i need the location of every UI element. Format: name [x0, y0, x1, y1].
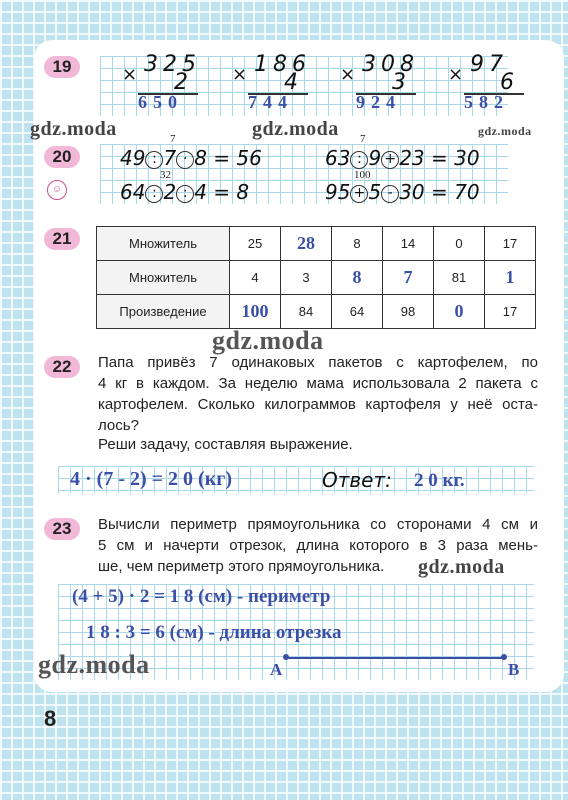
watermark: gdz.moda [212, 326, 324, 355]
smiley-icon: ☺ [47, 180, 67, 200]
segment-point-a [283, 654, 289, 660]
equation-3-note: 32 [160, 169, 171, 181]
table-cell: 1 [485, 261, 536, 295]
multiplication-table [96, 226, 536, 329]
point-a-label: A [270, 660, 283, 679]
table-cell: 25 [230, 227, 281, 261]
table-cell: 0 [434, 295, 485, 329]
table-row [97, 261, 536, 295]
product: 650 [138, 92, 183, 112]
task22-answer-value: 2 0 кг. [414, 470, 465, 491]
table-cell: 8 [332, 227, 383, 261]
table-cell: 4 [230, 261, 281, 295]
table-cell: 14 [383, 227, 434, 261]
multiplicand: 186 [254, 52, 311, 77]
task23-line-1: (4 + 5) · 2 = 1 8 (см) - периметр [72, 586, 331, 607]
watermark: gdz.moda [478, 124, 532, 138]
equation-1: 49 : 7 · 8 = 56 [120, 146, 262, 170]
watermark: gdz.moda [30, 118, 117, 140]
row-label: Множитель [97, 261, 230, 295]
result-line [248, 93, 308, 95]
table-cell: 81 [434, 261, 485, 295]
multiplier: 4 [284, 70, 298, 95]
equation-2-note: 7 [360, 133, 366, 145]
task22-answer-label: Ответ: [322, 468, 392, 492]
product: 924 [356, 92, 401, 112]
table-cell: 8 [332, 261, 383, 295]
table-cell: 98 [383, 295, 434, 329]
table-cell: 3 [281, 261, 332, 295]
table-cell: 17 [485, 295, 536, 329]
task22-solution: 4 · (7 - 2) = 2 0 (кг) [70, 468, 232, 490]
result-line [138, 93, 198, 95]
column-multiplication [444, 52, 536, 116]
equation-4: 95 + 5 - 30 = 70 [325, 180, 480, 204]
table-cell: 17 [485, 227, 536, 261]
row-label: Произведение [97, 295, 230, 329]
equation-3: 64 : 2 : 4 = 8 [120, 180, 250, 204]
task23-line-2: 1 8 : 3 = 6 (см) - длина отрезка [86, 622, 342, 643]
task-number-21: 21 [44, 228, 80, 250]
multiply-sign-icon: × [122, 64, 138, 85]
table-row [97, 295, 536, 329]
equation-1-note: 7 [170, 133, 176, 145]
task-number-22: 22 [44, 356, 80, 378]
task-number-19: 19 [44, 56, 80, 78]
segment-point-b [501, 654, 507, 660]
table-cell: 84 [281, 295, 332, 329]
watermark: gdz.moda [418, 556, 505, 578]
point-b-label: B [508, 660, 520, 679]
table-cell: 7 [383, 261, 434, 295]
result-line [356, 93, 416, 95]
task-number-20: 20 [44, 146, 80, 168]
task23-text: Вычисли периметр прямоугольника со сторонами 4 см и 5 см и начерти отрезок, длина которого в 3 раза мень- ше, чем периметр этого прямоугольника. [98, 516, 538, 575]
table-row [97, 227, 536, 261]
equation-2: 63 : 9 + 23 = 30 [325, 146, 480, 170]
multiplier: 6 [500, 70, 514, 95]
task22-instruction: Реши задачу, составляя выражение. [98, 436, 353, 453]
table-cell: 100 [230, 295, 281, 329]
column-multiplication [228, 52, 320, 116]
segment-ab [286, 657, 504, 659]
table-cell: 64 [332, 295, 383, 329]
multiply-sign-icon: × [340, 64, 356, 85]
page-number: 8 [44, 706, 57, 731]
product: 744 [248, 92, 293, 112]
column-multiplication [118, 52, 210, 116]
multiply-sign-icon: × [232, 64, 248, 85]
result-line [464, 93, 524, 95]
task22-text: Папа привёз 7 одинаковых пакетов с картофелем, по 4 кг в каждом. За неделю мама использовала 2 пакета с картофелем. Сколько килограммов картофеля у неё оста- лось? [98, 354, 538, 434]
equation-4-note: 100 [354, 169, 371, 181]
multiply-sign-icon: × [448, 64, 464, 85]
table-cell: 28 [281, 227, 332, 261]
multiplicand: 97 [470, 52, 508, 77]
multiplier: 3 [392, 70, 406, 95]
multiplicand: 308 [362, 52, 419, 77]
product: 582 [464, 92, 509, 112]
multiplier: 2 [174, 70, 188, 95]
column-multiplication [336, 52, 428, 116]
task-number-23: 23 [44, 518, 80, 540]
watermark: gdz.moda [38, 650, 150, 679]
watermark: gdz.moda [252, 118, 339, 140]
row-label: Множитель [97, 227, 230, 261]
multiplicand: 325 [144, 52, 201, 77]
table-cell: 0 [434, 227, 485, 261]
